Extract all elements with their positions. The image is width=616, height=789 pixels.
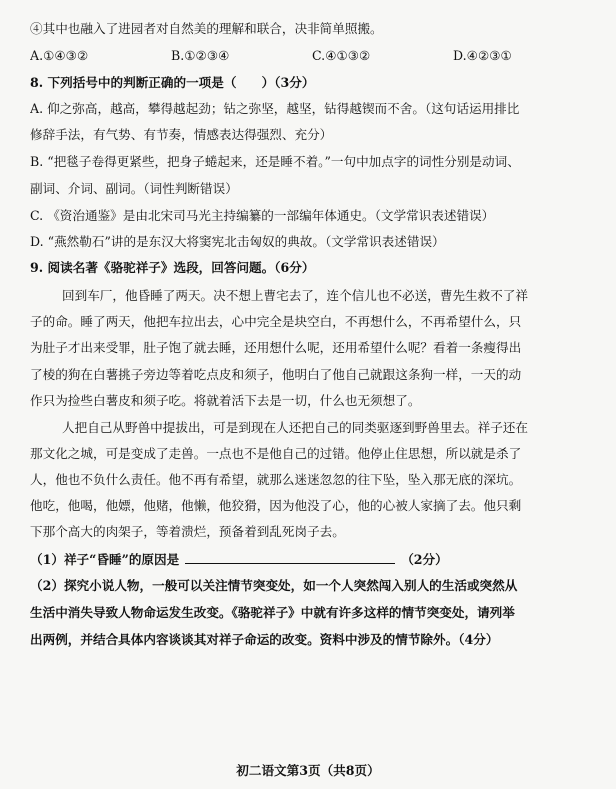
passage-p1-line: 作只为捡些白薯皮和须子吃。将就着活下去是一切，什么也无须想了。 [30,393,421,408]
q9-title: 9. 阅读名著《骆驼祥子》选段，回答问题。（6分） [30,260,315,275]
answer-blank[interactable] [185,550,395,564]
q8-option-d: D. “燕然勒石”讲的是东汉大将窦宪北击匈奴的典故。（文学常识表述错误） [30,234,445,249]
q9-sub1 [30,550,594,569]
q9-sub1-prefix: （1）祥子“昏睡”的原因是 [30,552,180,567]
passage-p1-line: 子的命。睡了两天，他把车拉出去，心中完全是块空白，不再想什么，不再希望什么，只 [30,314,522,329]
q9-sub1-suffix: （2分） [401,552,448,567]
page-footer: 初二语文第3页（共8页） [236,763,380,778]
q8-title: 8. 下列括号中的判断正确的一项是（ ）（3分） [30,75,315,90]
q7-options [30,47,594,65]
q9-sub2-line: 生活中消失导致人物命运发生改变。《骆驼祥子》中就有许多这样的情节突变处，请列举 [30,605,515,620]
q8-option-b-line1: B. “把毯子卷得更紧些，把身子蜷起来，还是睡不着。”一句中加点字的词性分别是动词、 [30,154,520,169]
q7-option-b: B.①②③④ [171,48,230,63]
passage-p1-line: 了棱的狗在白薯挑子旁边等着吃点皮和须子，他明白了他自己就跟这条狗一样，一天的动 [30,367,522,382]
q8-option-b-line2: 副词、介词、副词。（词性判断错误） [30,181,238,196]
q8-option-c: C. 《资治通鉴》是由北宋司马光主持编纂的一部编年体通史。（文学常识表述错误） [30,208,495,223]
passage-p1-line: 为肚子才出来受罪，肚子饱了就去睡，还用想什么呢，还用希望什么呢？看着一条瘦得出 [30,340,522,355]
passage-p1-line: 回到车厂，他昏睡了两天。决不想上曹宅去了，连个信儿也不必送，曹先生救不了祥 [62,288,528,303]
q7-intro: ④其中也融入了进园者对自然美的理解和联合，决非简单照搬。 [30,21,383,36]
q8-option-a-line2: 修辞手法，有气势、有节奏，情感表达得强烈、充分） [30,127,333,142]
q7-option-a: A.①④③② [30,48,89,63]
passage-p2-line: 下那个高大的肉架子，等着溃烂，预备着到乱死岗子去。 [30,524,345,539]
q8-option-a-line1: A. 仰之弥高，越高，攀得越起劲；钻之弥坚，越坚，钻得越锲而不舍。（这句话运用排比 [30,101,520,116]
passage-p2-line: 人，他也不负什么责任。他不再有希望，就那么迷迷忽忽的往下坠，坠入那无底的深坑。 [30,472,522,487]
passage-p2-line: 那文化之城，可是变成了走兽。一点也不是他自己的过错。他停止住思想，所以就是杀了 [30,446,522,461]
q9-sub2-line: （2）探究小说人物，一般可以关注情节突变处，如一个人突然闯入别人的生活或突然从 [30,578,518,593]
passage-p2-line: 他吃，他喝，他嫖，他赌，他懒，他狡猾，因为他没了心，他的心被人家摘了去。他只剩 [30,498,522,513]
q7-option-c: C.④①③② [312,48,371,63]
q9-sub2-line: 出两例，并结合具体内容谈谈其对祥子命运的改变。资料中涉及的情节除外。（4分） [30,632,499,647]
passage-p2-line: 人把自己从野兽中提拔出，可是到现在人还把自己的同类驱逐到野兽里去。祥子还在 [62,420,528,435]
q7-option-d: D.④②③① [453,48,512,63]
